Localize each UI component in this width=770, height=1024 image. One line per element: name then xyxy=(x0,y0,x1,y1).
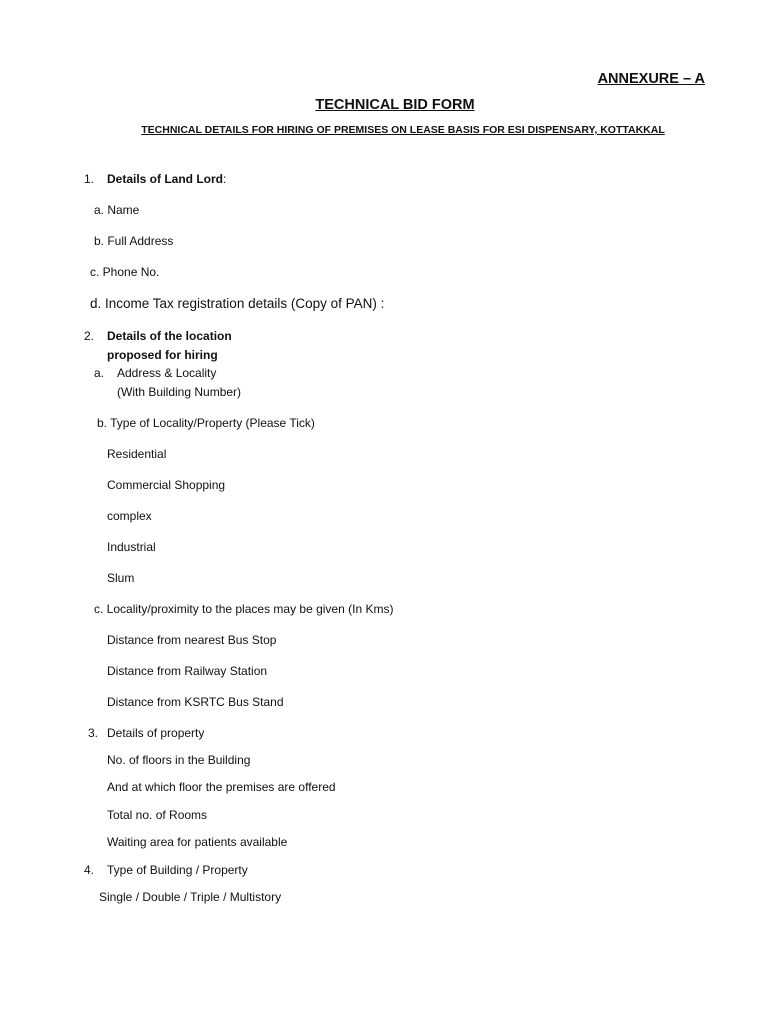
landlord-name-label: a. Name xyxy=(94,203,140,217)
section1-heading-row xyxy=(107,172,226,187)
rooms-count-label: Total no. of Rooms xyxy=(107,808,208,822)
landlord-address-label: b. Full Address xyxy=(94,234,174,248)
form-title: TECHNICAL BID FORM xyxy=(315,97,475,113)
locality-option-slum: Slum xyxy=(107,571,135,585)
locality-option-industrial: Industrial xyxy=(107,540,156,554)
waiting-area-label: Waiting area for patients available xyxy=(107,835,288,849)
locality-option-residential: Residential xyxy=(107,447,167,461)
locality-type-label: b. Type of Locality/Property (Please Tick) xyxy=(97,416,315,430)
section2-heading-line2: proposed for hiring xyxy=(107,348,218,362)
distance-railway-label: Distance from Railway Station xyxy=(107,664,268,678)
section4-number: 4. xyxy=(84,863,95,877)
section2-heading-line1: Details of the location xyxy=(107,329,232,343)
section3-heading: Details of property xyxy=(107,726,205,740)
locality-option-complex: complex xyxy=(107,509,152,523)
landlord-phone-label: c. Phone No. xyxy=(90,265,160,279)
proximity-label: c. Locality/proximity to the places may be given (In Kms) xyxy=(94,602,394,616)
building-number-note: (With Building Number) xyxy=(117,385,242,399)
locality-option-commercial: Commercial Shopping xyxy=(107,478,226,492)
distance-ksrtc-label: Distance from KSRTC Bus Stand xyxy=(107,695,284,709)
form-subtitle: TECHNICAL DETAILS FOR HIRING OF PREMISES ON LEASE BASIS FOR ESI DISPENSARY, KOTTAKKAL xyxy=(141,124,665,136)
income-tax-label: d. Income Tax registration details (Copy of PAN) : xyxy=(90,296,385,311)
section3-number: 3. xyxy=(88,726,99,740)
address-locality-label: Address & Locality xyxy=(117,366,217,380)
section1-heading: Details of Land Lord xyxy=(107,172,224,186)
offered-floor-label: And at which floor the premises are offered xyxy=(107,780,336,794)
address-locality-marker: a. xyxy=(94,366,105,380)
distance-bus-stop-label: Distance from nearest Bus Stop xyxy=(107,633,277,647)
section1-colon: : xyxy=(223,172,227,186)
section2-number: 2. xyxy=(84,329,95,343)
section4-heading: Type of Building / Property xyxy=(107,863,248,877)
floors-count-label: No. of floors in the Building xyxy=(107,753,251,767)
section1-number: 1. xyxy=(84,172,95,186)
annexure-label: ANNEXURE – A xyxy=(597,71,705,87)
building-type-options: Single / Double / Triple / Multistory xyxy=(99,890,282,904)
